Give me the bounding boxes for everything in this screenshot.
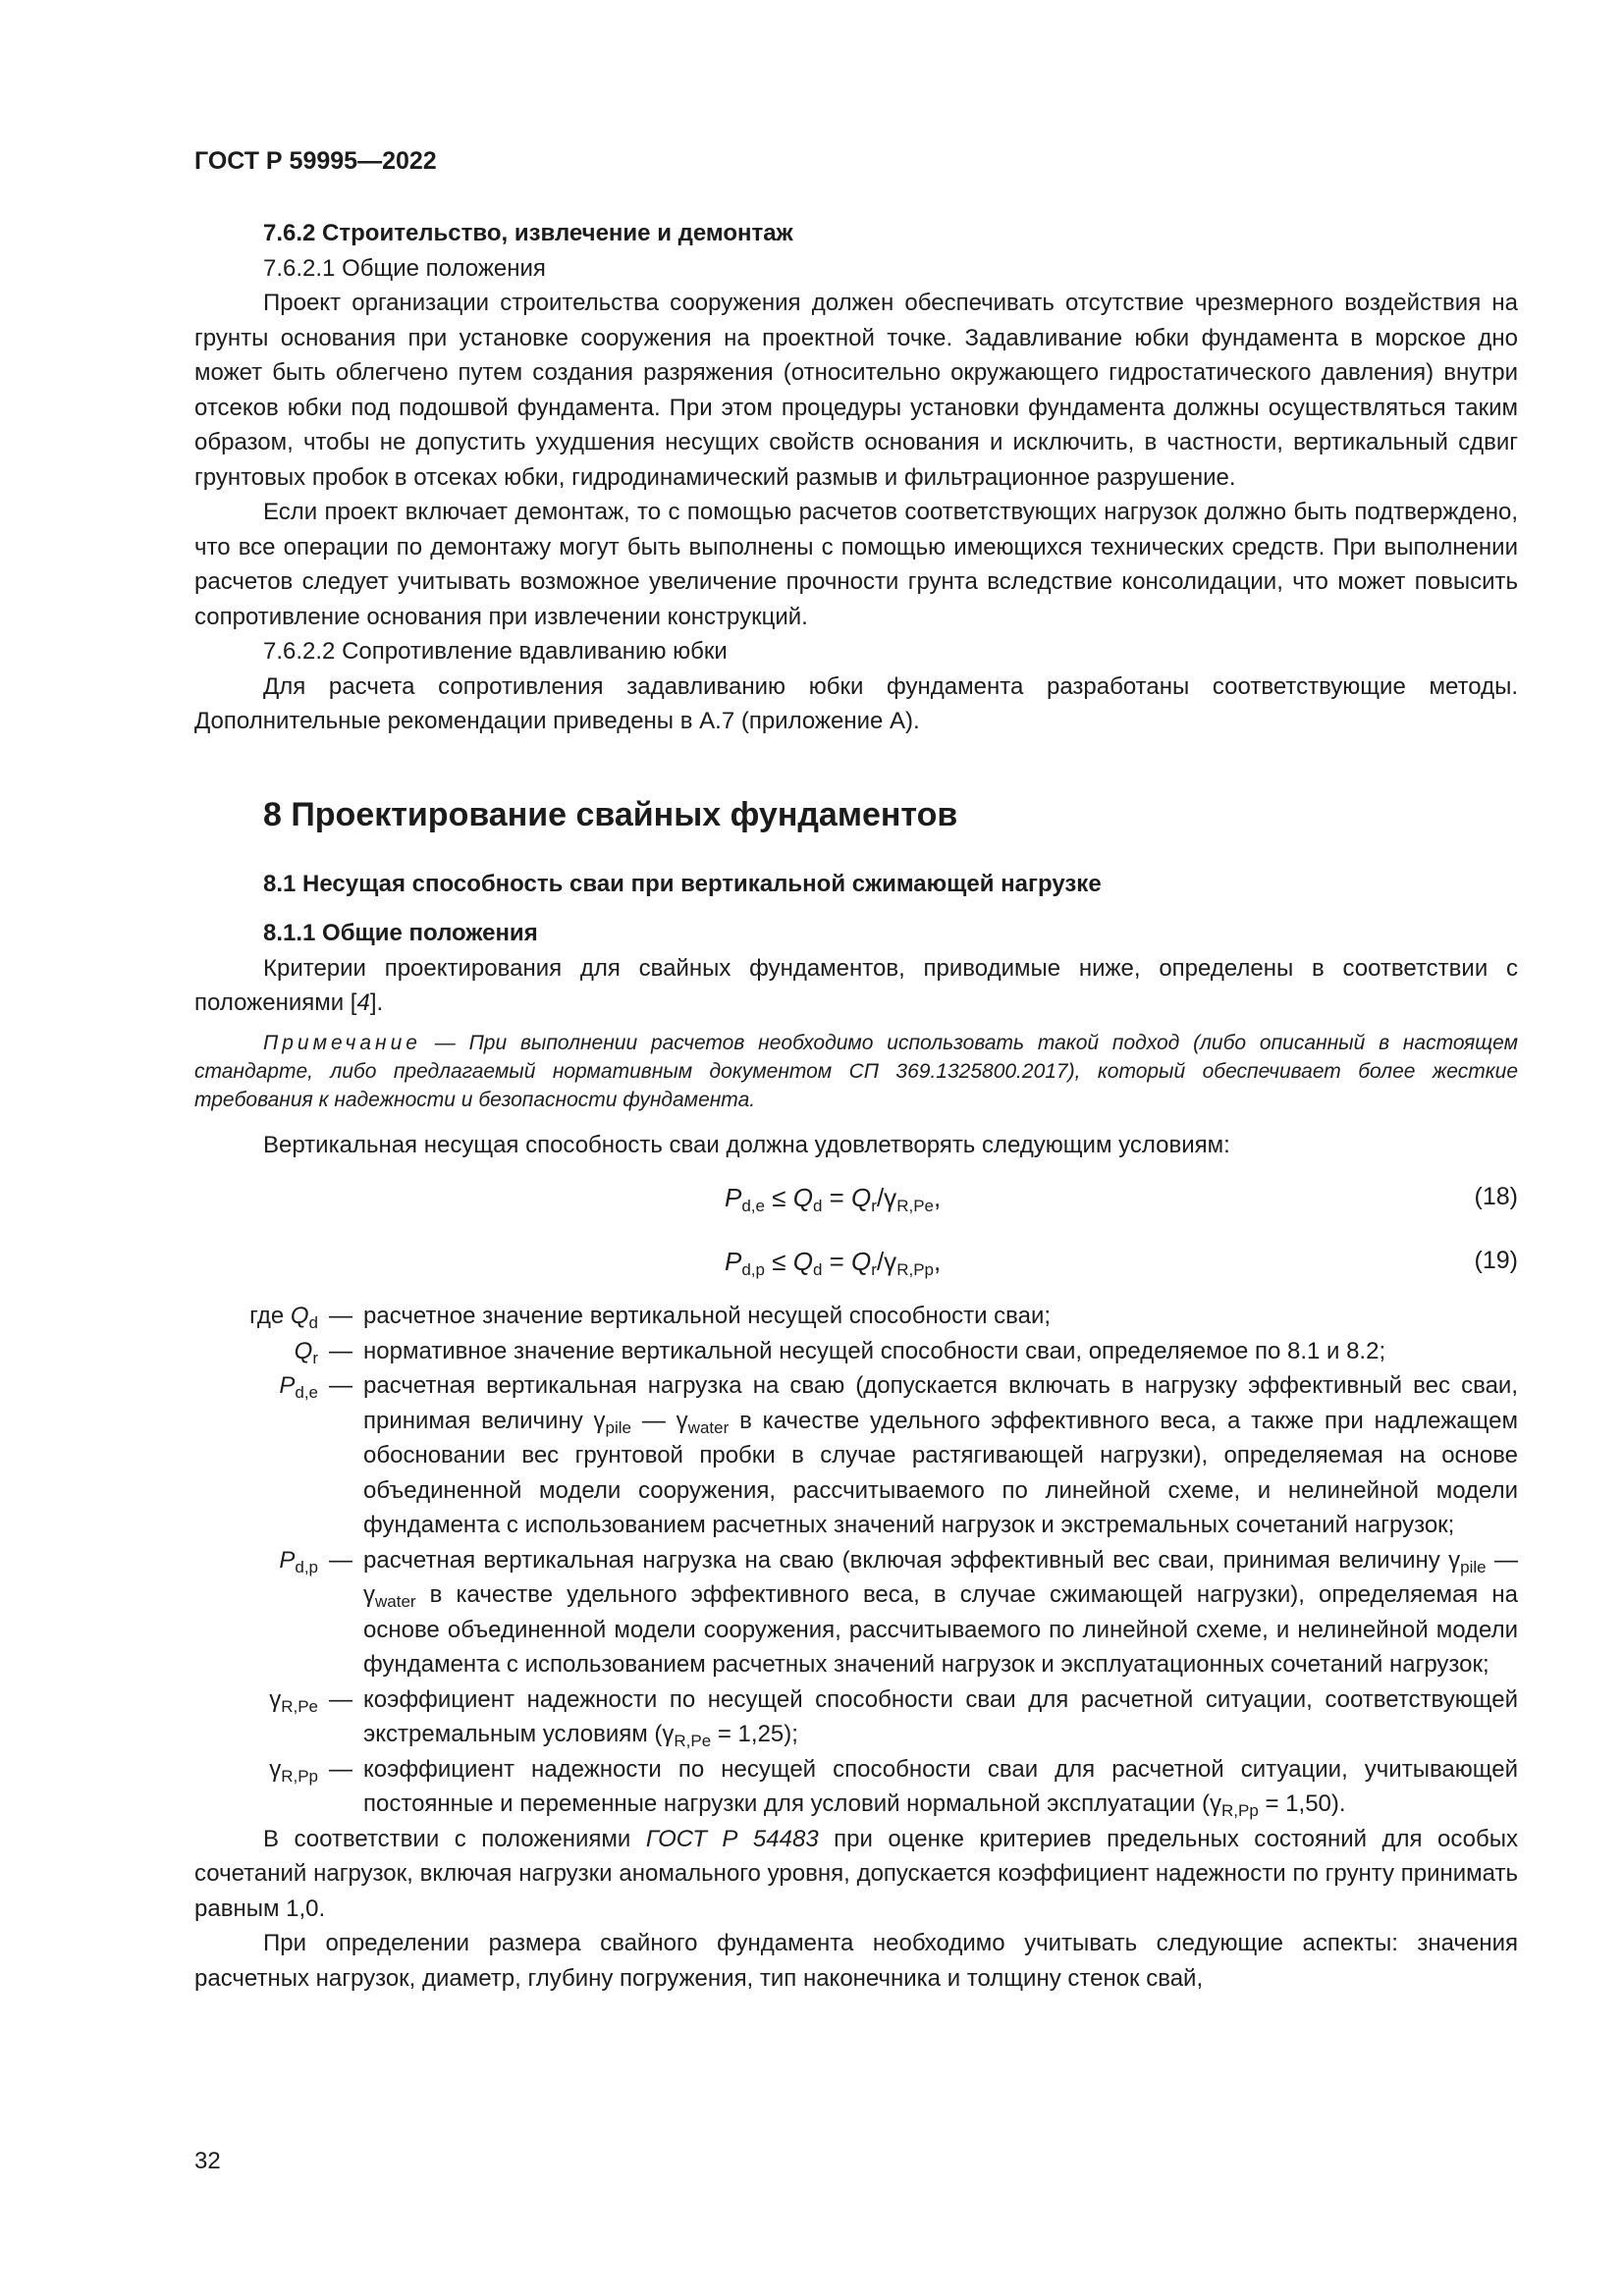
section-title-8-1: 8.1 Несущая способность сваи при вертикальной сжимающей нагрузке: [263, 871, 1102, 897]
note-label: Примечание: [263, 1031, 421, 1054]
paragraph: Вертикальная несущая способность сваи должна удовлетворять следующим условиям:: [263, 1131, 1230, 1158]
where-item: $P_{d,e}$ — расчетная вертикальная нагрузка на сваю (допускается включать в нагрузку эффективный вес сваи, принимая величину $\gamma_{pile}$ — $\gamma_{water}$ в качестве удельного эффективного веса, а также при надлежащем обосновании вес грунтовой пробки в случае растягивающей нагрузки), определяемая на основе объединенной модели сооружения, рассчитываемого по линейной схеме, и нелинейной модели фундамента с использованием расчетных значений нагрузок и экстремальных сочетаний нагрузок;: [279, 1372, 1518, 1538]
subsection-7-6-2-1: 7.6.2.1 Общие положения: [263, 254, 546, 282]
section-8: [194, 793, 1518, 836]
paragraph: При определении размера свайного фундамента необходимо учитывать следующие аспекты: значения расчетных нагрузок, диаметр, глубину погружения, тип наконечника и толщину стенок свай,: [194, 1930, 1518, 1992]
paragraph: Для расчета сопротивления задавливанию юбки фундамента разработаны соответствующие методы. Дополнительные рекомендации приведены в А.7 (приложение А).: [194, 672, 1518, 734]
section-8-1: [194, 867, 1518, 902]
formula: $P_{d,e} \le Q_d = Q_r/\gamma_{R,Pe}$,: [725, 1183, 942, 1215]
formula: $P_{d,p} \le Q_d = Q_r/\gamma_{R,Pp}$,: [725, 1247, 942, 1279]
paragraph: Критерии проектирования для свайных фундаментов, приводимые ниже, определены в соответствии с положениями [4].: [194, 954, 1518, 1016]
equation-18: [194, 1183, 1518, 1218]
subsection-7-6-2-2: 7.6.2.2 Сопротивление вдавливанию юбки: [263, 638, 728, 665]
where-item: $P_{d,p}$ — расчетная вертикальная нагрузка на сваю (включая эффективный вес сваи, принимая величину $\gamma_{pile}$ — $\gamma_{water}$ в качестве удельного эффективного веса, в случае сжимающей нагрузки), определяемая на основе объединенной модели сооружения, рассчитываемого по линейной схеме, и нелинейной модели фундамента с использованием расчетных значений нагрузок и эксплуатационных сочетаний нагрузок;: [279, 1546, 1519, 1678]
paragraph: Проект организации строительства сооружения должен обеспечивать отсутствие чрезмерного воздействия на грунты основания при установке сооружения на проектной точке. Задавливание юбки фундамента в морское дно может быть облегчено путем создания разряжения (относительно окружающего гидростатического давления) внутри отсеков юбки под подошвой фундамента. При этом процедуры установки фундамента должны осуществляться таким образом, чтобы не допустить ухудшения несущих свойств основания и исключить, в частности, вертикальный сдвиг грунтовых пробок в отсеках юбки, гидродинамический размыв и фильтрационное разрушение.: [194, 290, 1518, 491]
equation-19: [194, 1247, 1518, 1282]
where-item: $\gamma_{R,Pp}$ — коэффициент надежности по несущей способности сваи для расчетной ситуации, учитывающей постоянные и переменные нагрузки для условий нормальной эксплуатации $(\gamma_{R,Pp} = 1,50)$.: [269, 1755, 1518, 1820]
where-item: $Q_r$ — нормативное значение вертикальной несущей способности сваи, определяемое по 8.1 и 8.2;: [294, 1337, 1386, 1367]
reference: 4: [356, 989, 370, 1016]
paragraph: Если проект включает демонтаж, то с помощью расчетов соответствующих нагрузок должно быть подтверждено, что все операции по демонтажу могут быть выполнены с помощью имеющихся технических средств. При выполнении расчетов следует учитывать возможное увеличение прочности грунта вследствие консолидации, что может повысить сопротивление основания при извлечении конструкций.: [194, 499, 1518, 630]
equation-number: (19): [1474, 1247, 1518, 1274]
where-item: $\gamma_{R,Pe}$ — коэффициент надежности по несущей способности сваи для расчетной ситуации, соответствующей экстремальным условиям $(\gamma_{R,Pe} = 1,25)$;: [269, 1685, 1518, 1750]
note: Примечание — При выполнении расчетов необходимо использовать такой подход (либо описанный в настоящем стандарте, либо предлагаемый нормативным документом СП 369.1325800.2017), который обеспечивает более жесткие требования к надежности и безопасности фундамента.: [194, 1031, 1518, 1111]
page-number: 32: [194, 2148, 221, 2174]
section-title-7-6-2: 7.6.2 Строительство, извлечение и демонтаж: [263, 220, 793, 246]
reference: ГОСТ Р 54483: [645, 1825, 819, 1852]
paragraph: В соответствии с положениями ГОСТ Р 54483 при оценке критериев предельных состояний для особых сочетаний нагрузок, включая нагрузки аномального уровня, допускается коэффициент надежности по грунту принимать равным 1,0.: [194, 1825, 1518, 1922]
section-7-6-2: [194, 216, 1518, 739]
section-title-8: 8 Проектирование свайных фундаментов: [263, 796, 958, 833]
section-8-1-1: [194, 916, 1518, 1162]
standard-header: ГОСТ Р 59995—2022: [194, 147, 437, 175]
equation-number: (18): [1474, 1183, 1518, 1210]
section-title-8-1-1: 8.1.1 Общие положения: [263, 920, 538, 946]
where-list: [194, 1299, 1518, 1996]
where-item: где $Q_d$ — расчетное значение вертикальной несущей способности сваи;: [249, 1303, 1052, 1332]
